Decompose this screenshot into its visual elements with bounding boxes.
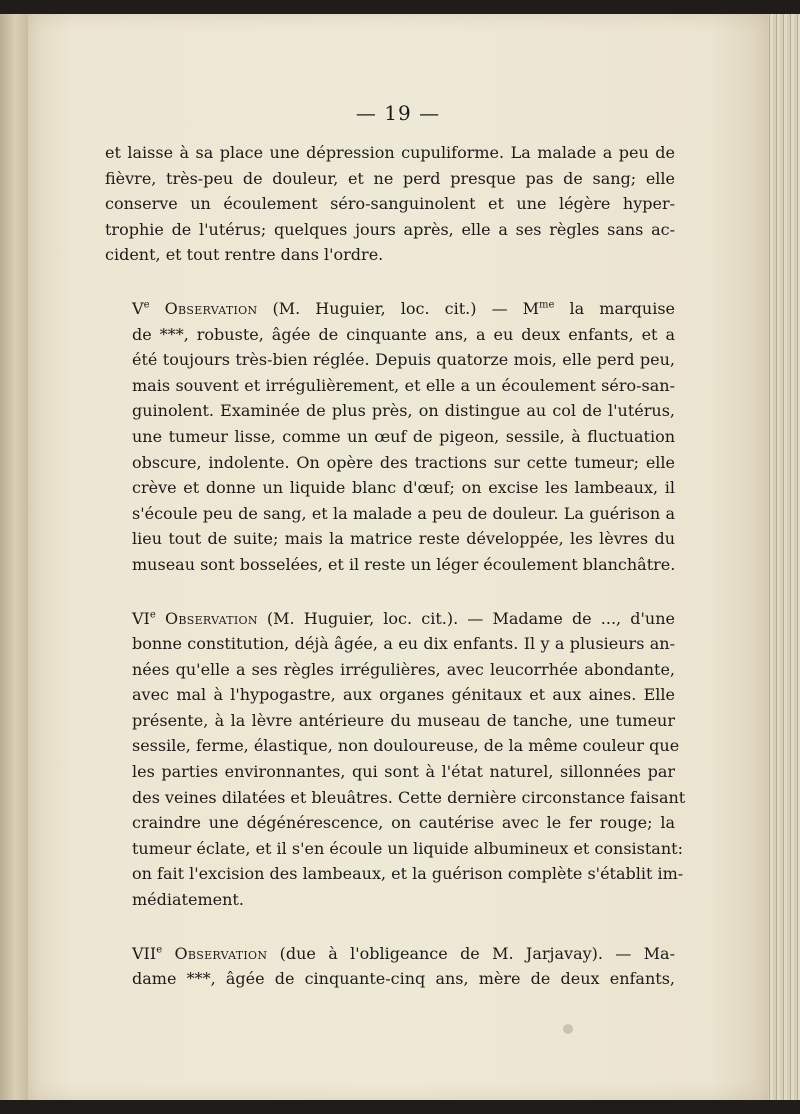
text-line: cident, et tout rentre dans l'ordre. (105, 245, 384, 265)
text-line: bonne constitution, déjà âgée, a eu dix enfants. Il y a plusieurs an- (132, 634, 675, 654)
text-line: les parties environnantes, qui sont à l'état naturel, sillonnées par (132, 762, 675, 782)
text-line: crève et donne un liquide blanc d'œuf; on excise les lambeaux, il (132, 478, 675, 498)
paragraph-observation-7 (105, 941, 675, 992)
text-line: été toujours très-bien réglée. Depuis quatorze mois, elle perd peu, (132, 350, 675, 370)
text-line: museau sont bosselées, et il reste un léger écoulement blanchâtre. (132, 554, 676, 574)
book-page (28, 14, 768, 1100)
heading-sup: e (156, 944, 163, 956)
text-line: dame ***, âgée de cinquante-cinq ans, mère de deux enfants, (132, 969, 675, 989)
page-number: — 19 — (355, 101, 441, 125)
heading-sup: e (143, 299, 150, 311)
text-line: nées qu'elle a ses règles irrégulières, avec leucorrhée abondante, (132, 659, 675, 679)
text-line: des veines dilatées et bleuâtres. Cette dernière circonstance faisant (132, 787, 686, 807)
text-line: craindre une dégénérescence, on cautérise avec le fer rouge; la (132, 813, 675, 833)
text-line: sessile, ferme, élastique, non douloureuse, de la même couleur que (132, 736, 680, 756)
heading-roman: VII (132, 943, 157, 963)
text-line: tumeur éclate, et il s'en écoule un liquide albumineux et consistant: (132, 838, 683, 858)
heading-roman: VI (132, 608, 150, 628)
heading-roman: V (132, 298, 144, 318)
text-line: de ***, robuste, âgée de cinquante ans, a eu deux enfants, et a (132, 324, 675, 344)
heading-sup: e (149, 609, 156, 621)
left-page-edge (0, 14, 29, 1100)
text-line: présente, à la lèvre antérieure du museau de tanche, une tumeur (132, 710, 675, 730)
paragraph-observation-6 (105, 606, 686, 913)
scan-border-bottom (0, 1100, 800, 1114)
text-line: s'écoule peu de sang, et la malade a peu de douleur. La guérison a (132, 503, 675, 523)
text-line: une tumeur lisse, comme un œuf de pigeon, sessile, à fluctuation (132, 426, 675, 446)
heading-rest: (due à l'obligeance de M. Jarjavay). — Ma- (267, 943, 675, 963)
right-page-edges (766, 14, 800, 1100)
heading-word: Observation (174, 943, 268, 963)
text-line: lieu tout de suite; mais la matrice reste développée, les lèvres du (132, 529, 675, 549)
text-line: médiatement. (132, 890, 244, 910)
abbrev-sup: me (539, 299, 555, 311)
text-line: on fait l'excision des lambeaux, et la guérison complète s'établit im- (132, 864, 684, 884)
text-line: conserve un écoulement séro-sanguinolent et une légère hyper- (105, 194, 675, 214)
text-line: obscure, indolente. On opère des tractions sur cette tumeur; elle (132, 452, 675, 472)
paper-blemish (563, 1024, 573, 1034)
heading-word: Observation (164, 298, 258, 318)
paragraph-observation-5 (105, 296, 675, 578)
text-line-heading (105, 296, 675, 322)
text-line: fièvre, très-peu de douleur, et ne perd presque pas de sang; elle (105, 168, 675, 188)
paragraph-continuation (105, 140, 675, 268)
heading-rest: (M. Huguier, loc. cit.) — M (257, 298, 540, 318)
text-line-heading (105, 606, 675, 632)
text-line: guinolent. Examinée de plus près, on distingue au col de l'utérus, (132, 401, 675, 421)
text-line: mais souvent et irrégulièrement, et elle a un écoulement séro-san- (132, 375, 675, 395)
heading-rest: (M. Huguier, loc. cit.). — Madame de ..., d'une (257, 608, 676, 628)
heading-tail: la marquise (554, 298, 675, 318)
text-line-heading (105, 941, 675, 967)
heading-word: Observation (164, 608, 258, 628)
text-line: et laisse à sa place une dépression cupuliforme. La malade a peu de (105, 143, 675, 162)
text-line: trophie de l'utérus; quelques jours après, elle a ses règles sans ac- (105, 219, 675, 239)
text-line: avec mal à l'hypogastre, aux organes génitaux et aux aines. Elle (132, 685, 675, 705)
page-body (105, 140, 686, 992)
